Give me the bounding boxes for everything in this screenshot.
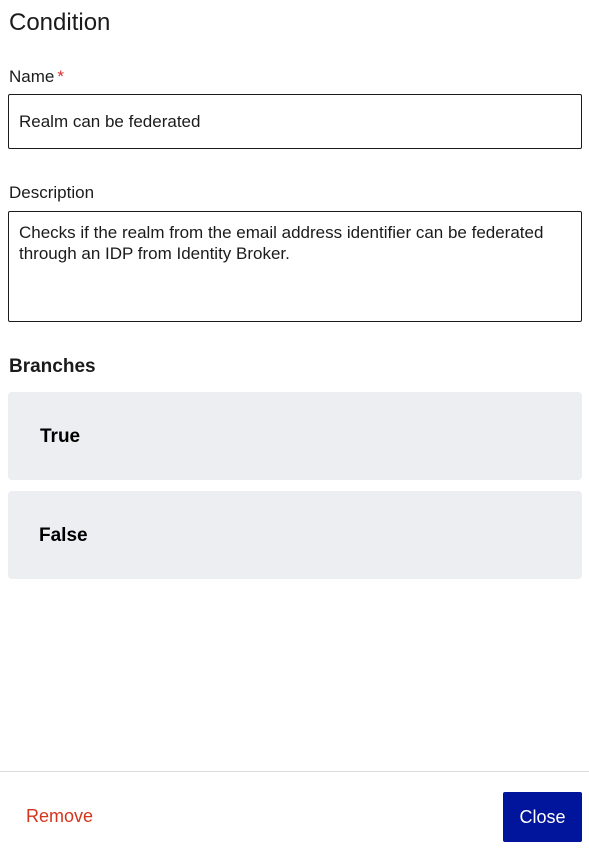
required-marker: * [57, 67, 64, 86]
branch-label: False [39, 525, 88, 546]
name-label [9, 67, 64, 87]
name-input[interactable] [8, 94, 582, 149]
name-label-text: Name [9, 67, 55, 86]
description-textarea[interactable] [8, 211, 582, 322]
branches-heading: Branches [9, 356, 96, 377]
panel-title: Condition [9, 9, 111, 36]
branch-false[interactable] [8, 491, 582, 579]
branch-true[interactable] [8, 392, 582, 480]
footer-divider [0, 771, 589, 772]
description-label: Description [9, 183, 95, 202]
remove-button[interactable]: Remove [14, 796, 105, 836]
close-button[interactable]: Close [503, 792, 582, 842]
branch-label: True [40, 426, 81, 447]
